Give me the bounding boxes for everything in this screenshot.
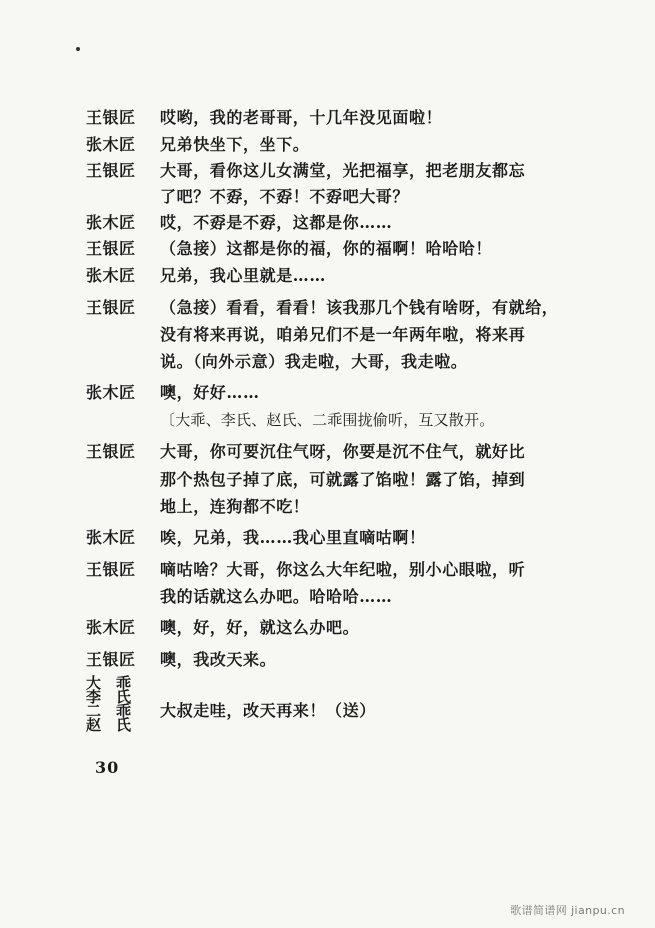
speaker-name: 张木匠 (86, 528, 136, 547)
dialogue-line: 噢，好，好，就这么办吧。 (160, 618, 360, 637)
dialogue-line: （急接）看看，看看！该我那几个钱有啥呀，有就给， (160, 298, 559, 317)
dialogue-line: 没有将来再说，咱弟兄们不是一年两年啦，将来再 (160, 325, 526, 344)
page-number: 30 (95, 758, 120, 777)
group-speaker-name: 大 乖 (86, 674, 132, 692)
dialogue-line: （急接）这都是你的福，你的福啊！哈哈哈！ (160, 239, 493, 258)
dialogue-line: 噢，好好…… (160, 383, 260, 402)
speaker-name: 张木匠 (86, 618, 136, 637)
dialogue-line: 兄弟，我心里就是…… (160, 266, 327, 285)
dialogue-line: 哎，不孬是不孬，这都是你…… (160, 213, 393, 232)
group-speaker-name: 二 乖 (86, 702, 132, 720)
dialogue-line: 那个热包子掉了底，可就露了馅啦！露了馅，掉到 (160, 470, 526, 489)
group-dialogue-line: 大叔走哇，改天再来！（送） (160, 701, 376, 720)
speaker-name: 张木匠 (86, 135, 136, 154)
dialogue-line: 我的话就这么办吧。哈哈哈…… (160, 587, 393, 606)
speaker-name: 王银匠 (86, 560, 136, 579)
speaker-name: 王银匠 (86, 239, 136, 258)
watermark: 歌谱简谱网 jianpu.cn (510, 904, 625, 917)
speaker-name: 王银匠 (86, 650, 136, 669)
dialogue-line: 大哥，看你这儿女满堂，光把福享，把老朋友都忘 (160, 161, 526, 180)
ink-speck (76, 47, 80, 51)
dialogue-line: 了吧？不孬，不孬！不孬吧大哥？ (160, 187, 410, 206)
stage-direction: 〔大乖、李氏、赵氏、二乖围拢偷听，互又散开。 (160, 411, 495, 429)
dialogue-line: 嘀咕啥？大哥，你这么大年纪啦，别小心眼啦，听 (160, 560, 526, 579)
dialogue-line: 噢，我改天来。 (160, 650, 277, 669)
group-speaker-name: 赵 氏 (86, 716, 132, 734)
dialogue-line: 说。（向外示意）我走啦，大哥，我走啦。 (160, 352, 468, 371)
speaker-name: 王银匠 (86, 108, 136, 127)
dialogue-line: 地上，连狗都不吃！ (160, 497, 310, 516)
speaker-name: 王银匠 (86, 442, 136, 461)
speaker-name: 张木匠 (86, 213, 136, 232)
speaker-name: 张木匠 (86, 383, 136, 402)
speaker-name: 王银匠 (86, 298, 136, 317)
speaker-name: 王银匠 (86, 161, 136, 180)
dialogue-line: 唉，兄弟，我……我心里直嘀咕啊！ (160, 528, 426, 547)
dialogue-line: 大哥，你可要沉住气呀，你要是沉不住气，就好比 (160, 442, 526, 461)
dialogue-line: 哎哟，我的老哥哥，十几年没见面啦！ (160, 108, 443, 127)
speaker-name: 张木匠 (86, 266, 136, 285)
group-speaker-name: 李 氏 (86, 688, 132, 706)
dialogue-line: 兄弟快坐下，坐下。 (160, 135, 310, 154)
